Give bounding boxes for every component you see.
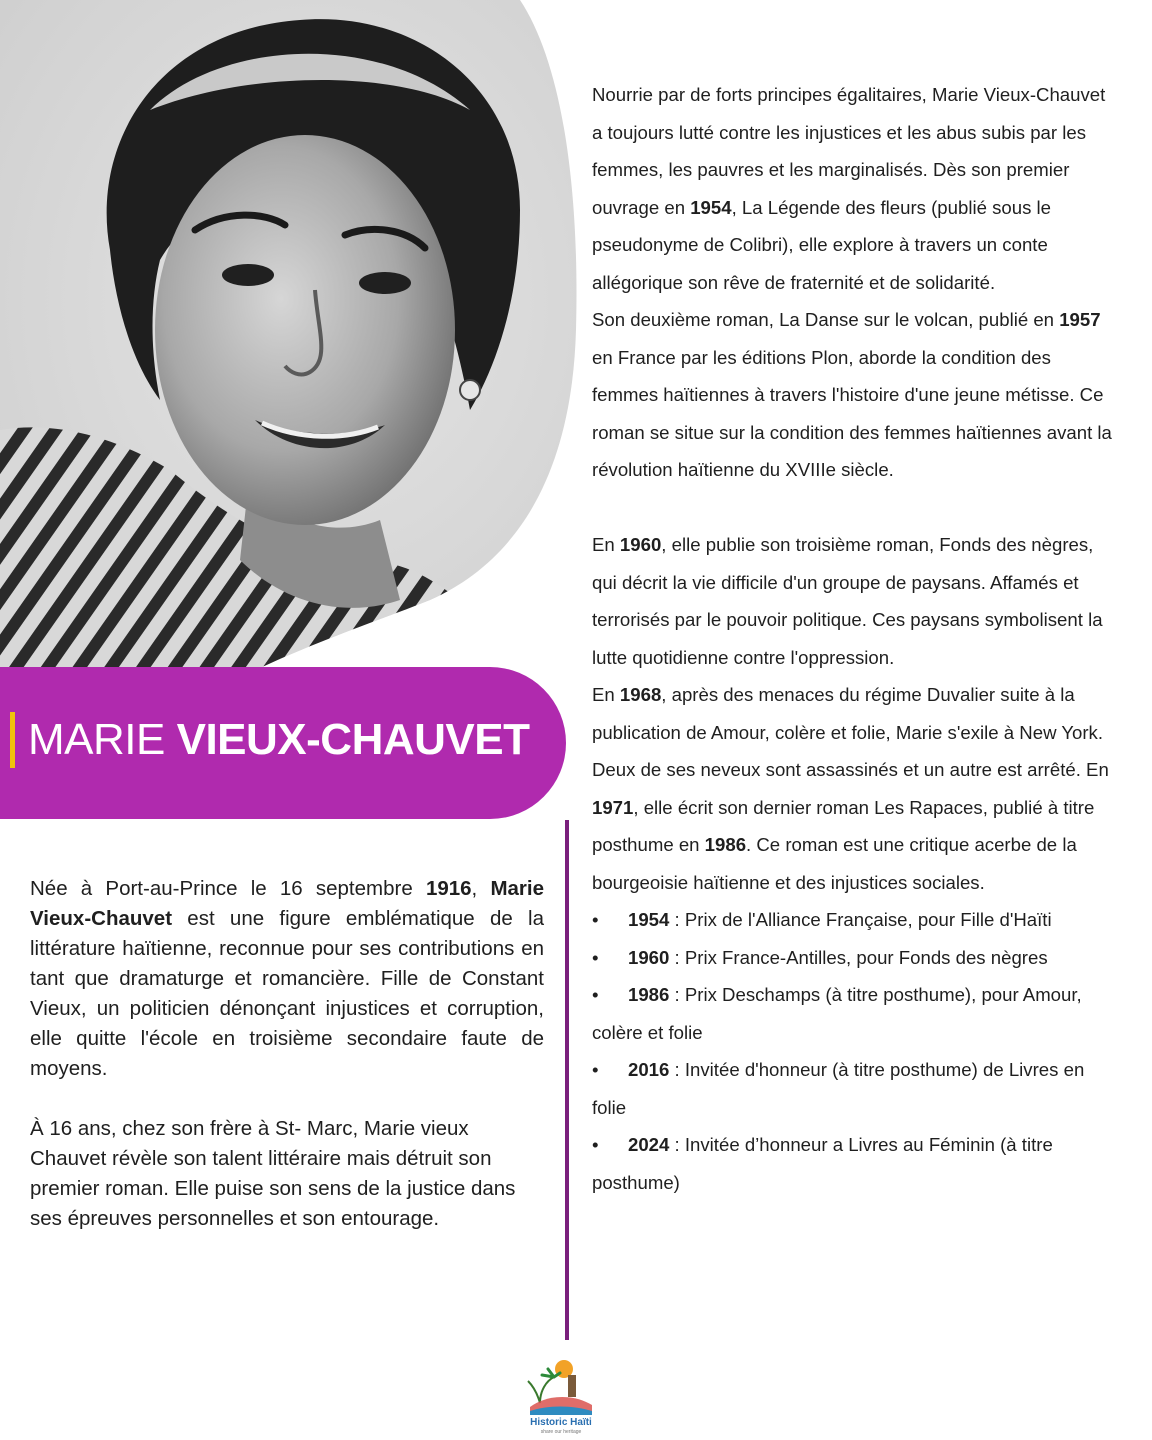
text-run: En (592, 684, 620, 705)
text-run: Nourrie par de forts principes égalitaires, Marie Vieux-Chauvet a toujours lutté contre les injustices et les abus subis par les femmes, les pauvres et les marginalisés. Dès son premier ouvrage en (592, 84, 1106, 218)
text-run: en France par les éditions Plon, aborde la condition des femmes haïtiennes à travers l'histoire d'une jeune métisse. Ce roman se situe sur la condition des femmes haïtiennes avant la révolution haïtienne du XVIIIe siècle. (592, 346, 1112, 480)
title-first-name: MARIE (28, 715, 165, 764)
bio-paragraph-1 (592, 76, 1117, 301)
bullet-icon: • (592, 984, 599, 1005)
historic-haiti-logo (526, 1355, 596, 1435)
awards-list (592, 901, 1117, 1201)
bold-text: Marie Vieux-Chauvet (30, 877, 544, 930)
award-year: 1960 (628, 946, 670, 968)
intro-paragraph-1 (30, 874, 544, 1084)
award-year: 2024 (628, 1134, 670, 1155)
title-accent-bar (10, 712, 15, 768)
award-year: 1954 (628, 909, 670, 930)
bold-text: 1960 (619, 534, 662, 555)
award-text: : Prix France-Antilles, pour Fonds des nègres (669, 946, 1048, 968)
text-run: est une figure emblématique de la littérature haïtienne, reconnue pour ses contributions en tant que dramaturge et romancière. Fille de Constant Vieux, un politicien dénonçant injustices et corruption, elle quitte l'école en troisième secondaire faute de moyens. (30, 907, 544, 1080)
bio-paragraph-3 (592, 526, 1117, 676)
bio-paragraph-2 (592, 301, 1117, 489)
text-run: , La Légende des fleurs (publié sous le pseudonyme de Colibri), elle explore à travers un conte allégorique son rêve de fraternité et de solidarité. (592, 196, 1052, 293)
bullet-icon: • (592, 1134, 599, 1155)
text-run: En (592, 534, 620, 555)
page-title (28, 708, 529, 772)
bio-paragraph-4 (592, 676, 1117, 901)
text-run: , elle publie son troisième roman, Fonds des nègres, qui décrit la vie difficile d'un groupe de paysans. Affamés et terrorisés par le pouvoir politique. Ces paysans symbolisent la lutte quotidienne contre l'oppression. (592, 534, 1103, 668)
award-year: 2016 (628, 1059, 670, 1080)
award-item (592, 1126, 1117, 1201)
text-run: . Ce roman est une critique acerbe de la bourgeoisie haïtienne et des injustices sociales. (592, 834, 1077, 893)
column-divider (565, 820, 569, 1340)
biography-column (592, 76, 1117, 1201)
text-run: Son deuxième roman, La Danse sur le volcan, publié en (592, 309, 1060, 330)
award-item (592, 939, 1117, 977)
intro-paragraph-2: À 16 ans, chez son frère à St- Marc, Marie vieux Chauvet révèle son talent littéraire mais détruit son premier roman. Elle puise son sens de la justice dans ses épreuves personnelles et son entourage. (30, 1117, 516, 1230)
bold-text: 1986 (704, 834, 747, 855)
bullet-icon: • (592, 909, 599, 930)
bold-text: 1971 (592, 796, 634, 818)
award-item (592, 901, 1117, 939)
bullet-icon: • (592, 946, 599, 968)
bold-text: 1916 (425, 877, 472, 900)
bold-text: 1968 (619, 684, 662, 705)
award-text: : Invitée d'honneur (à titre posthume) de Livres en folie (592, 1059, 1085, 1118)
award-text: : Invitée d’honneur a Livres au Féminin (à titre posthume) (592, 1134, 1053, 1193)
title-last-name: VIEUX-CHAUVET (176, 715, 530, 764)
award-year: 1986 (628, 984, 670, 1005)
text-run: , elle écrit son dernier roman Les Rapaces, publié à titre posthume en (592, 796, 1095, 855)
award-item (592, 976, 1117, 1051)
award-text: : Prix de l'Alliance Française, pour Fille d'Haïti (669, 909, 1052, 930)
intro-section (30, 874, 544, 1234)
logo-tagline: share our heritage (540, 1429, 582, 1435)
text-run: , (471, 877, 491, 900)
award-text: : Prix Deschamps (à titre posthume), pour Amour, colère et folie (592, 984, 1082, 1043)
award-item (592, 1051, 1117, 1126)
logo-name: Historic Haïti (530, 1417, 592, 1428)
text-run: , après des menaces du régime Duvalier suite à la publication de Amour, colère et folie, Marie s'exile à New York. Deux de ses neveux sont assassinés et un autre est arrêté. En (592, 684, 1109, 780)
portrait-photo (0, 0, 577, 668)
bold-text: 1954 (690, 196, 732, 218)
bold-text: 1957 (1059, 309, 1101, 330)
text-run: Née à Port-au-Prince le 16 septembre (30, 877, 426, 900)
bullet-icon: • (592, 1059, 599, 1080)
